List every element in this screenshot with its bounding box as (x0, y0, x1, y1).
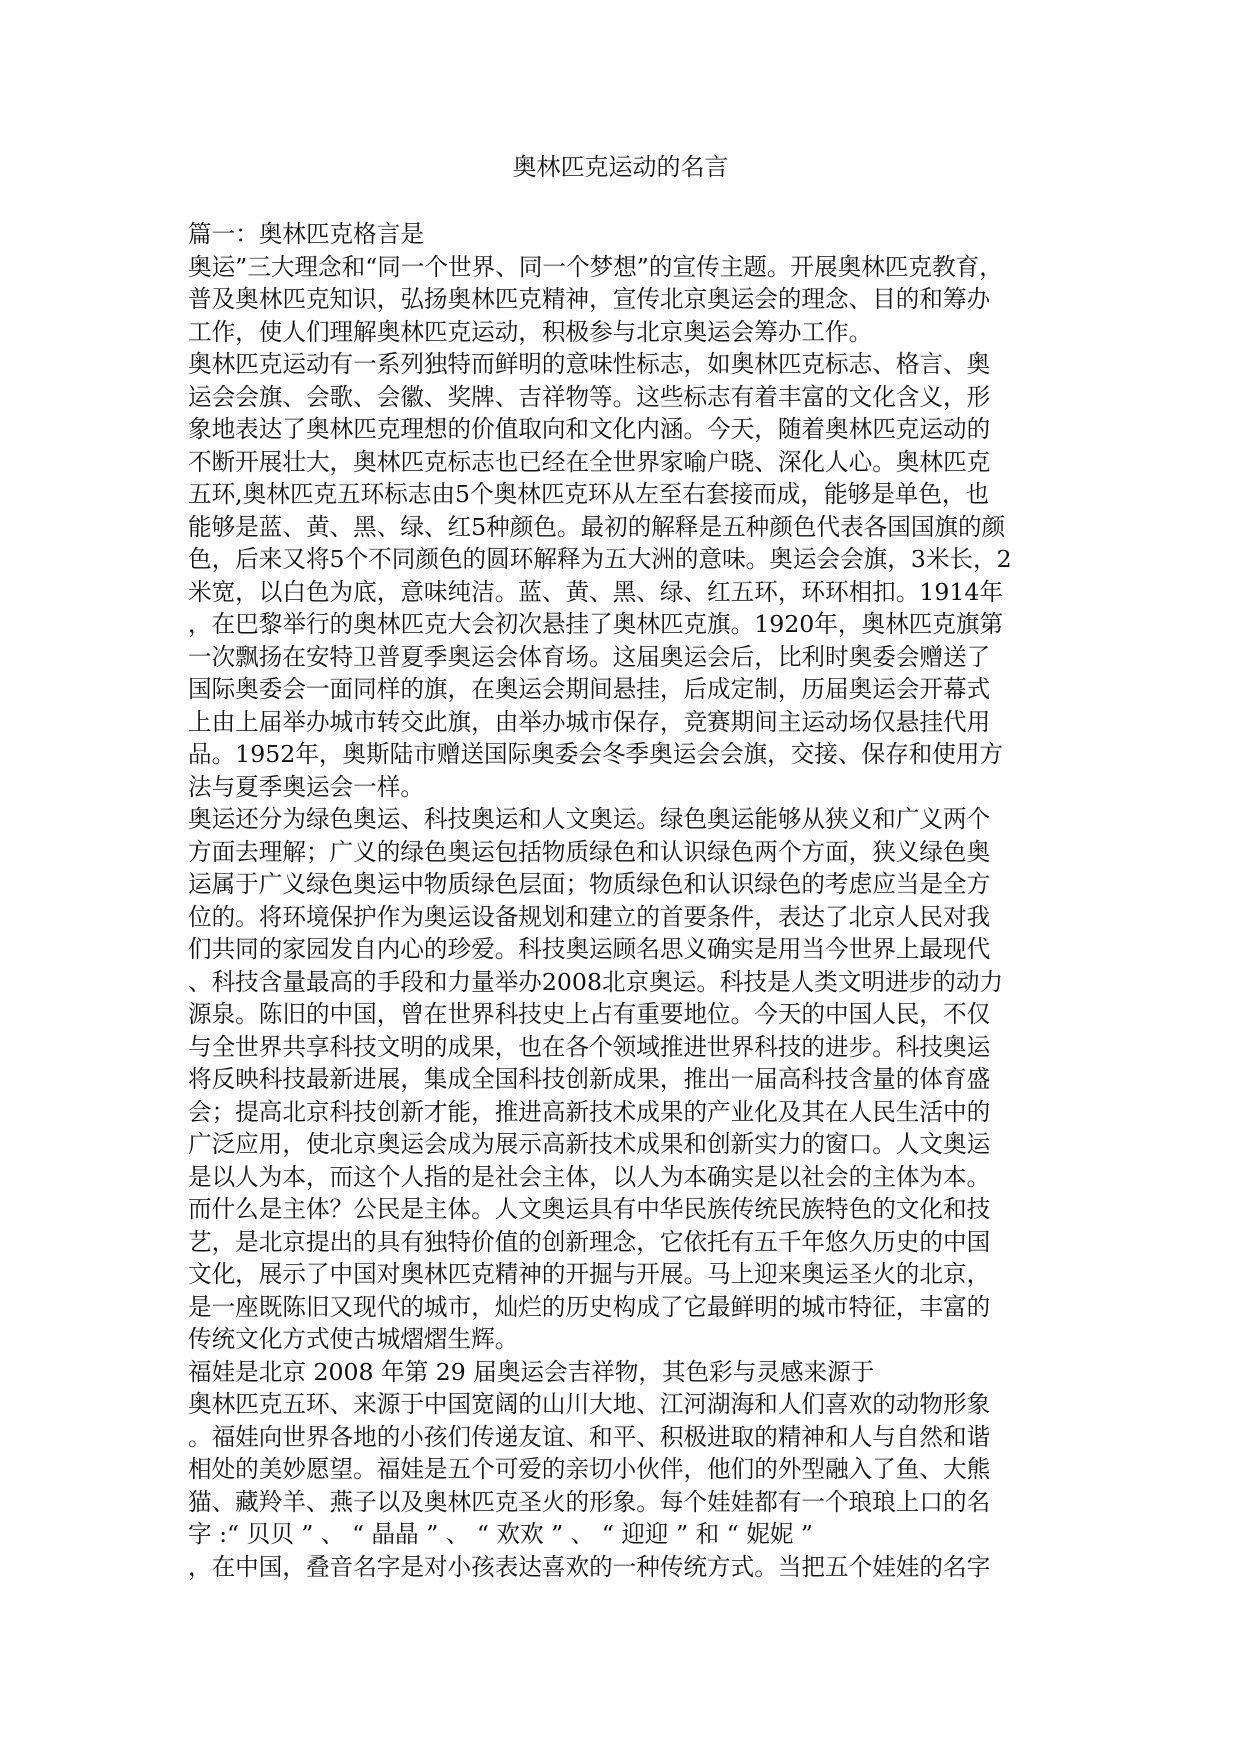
text-line: 能够是蓝、黄、黑、绿、红5种颜色。最初的解释是五种颜色代表各国国旗的颜 (188, 512, 1006, 541)
text-line: 传统文化方式使古城熠熠生辉。 (188, 1325, 519, 1353)
text-line: 会；提高北京科技创新才能，推进高新技术成果的产业化及其在人民生活中的 (188, 1097, 991, 1126)
text-line: 文化，展示了中国对奥林匹克精神的开掘与开展。马上迎来奥运圣火的北京， (188, 1260, 991, 1288)
text-line: ，在巴黎举行的奥林匹克大会初次悬挂了奥林匹克旗。1920年，奥林匹克旗第 (188, 610, 1004, 638)
text-line: 、科技含量最高的手段和力量举办2008北京奥运。科技是人类文明进步的动力 (188, 967, 1004, 996)
text-line: 法与夏季奥运会一样。 (188, 772, 424, 801)
text-line: 篇一：奥林匹克格言是 (188, 220, 424, 248)
text-line: 们共同的家园发自内心的珍爱。科技奥运顾名思义确实是用当今世界上最现代 (188, 935, 991, 963)
text-line: 工作，使人们理解奥林匹克运动，积极参与北京奥运会筹办工作。 (188, 317, 873, 346)
text-line: 福娃是北京 2008 年第 29 届奥运会吉祥物，其色彩与灵感来源于 (188, 1357, 875, 1386)
document-title: 奥林匹克运动的名言 (512, 153, 729, 181)
text-line: 国际奥委会一面同样的旗，在奥运会期间悬挂，后成定制，历届奥运会开幕式 (188, 675, 991, 703)
text-line: 将反映科技最新进展，集成全国科技创新成果，推出一届高科技含量的体育盛 (188, 1065, 991, 1093)
text-line: 奥运”三大理念和“同一个世界、同一个梦想”的宣传主题。开展奥林匹克教育， (188, 252, 1003, 281)
text-line: 米宽，以白色为底，意味纯洁。蓝、黄、黑、绿、红五环，环环相扣。1914年 (188, 577, 1004, 606)
text-line: 上由上届举办城市转交此旗，由举办城市保存，竞赛期间主运动场仅悬挂代用 (188, 707, 991, 736)
text-line: 广泛应用，使北京奥运会成为展示高新技术成果和创新实力的窗口。人文奥运 (188, 1130, 991, 1158)
text-line: 奥林匹克运动有一系列独特而鲜明的意味性标志，如奥林匹克标志、格言、奥 (188, 350, 991, 378)
text-line: 色，后来又将5个不同颜色的圆环解释为五大洲的意味。奥运会会旗，3米长，2 (188, 545, 1012, 573)
text-line: 奥运还分为绿色奥运、科技奥运和人文奥运。绿色奥运能够从狭义和广义两个 (188, 805, 991, 833)
text-line: 运属于广义绿色奥运中物质绿色层面；物质绿色和认识绿色的考虑应当是全方 (188, 870, 991, 898)
text-line: 五环,奥林匹克五环标志由5个奥林匹克环从左至右套接而成，能够是单色，也 (188, 480, 990, 508)
text-line: 奥林匹克五环、来源于中国宽阔的山川大地、江河湖海和人们喜欢的动物形象 (188, 1390, 991, 1418)
text-line: 。福娃向世界各地的小孩们传递友谊、和平、积极进取的精神和人与自然和谐 (188, 1422, 991, 1451)
text-line: ，在中国，叠音名字是对小孩表达喜欢的一种传统方式。当把五个娃娃的名字 (188, 1552, 991, 1581)
text-line: 一次飘扬在安特卫普夏季奥运会体育场。这届奥运会后，比利时奥委会赠送了 (188, 642, 991, 671)
text-line: 不断开展壮大，奥林匹克标志也已经在全世界家喻户晓、深化人心。奥林匹克 (188, 447, 991, 476)
text-line: 字 :“ 贝贝 ” 、 “ 晶晶 ” 、 “ 欢欢 ” 、 “ 迎迎 ” 和 “ 妮妮 ” (188, 1520, 813, 1548)
text-line: 相处的美妙愿望。福娃是五个可爱的亲切小伙伴，他们的外型融入了鱼、大熊 (188, 1455, 991, 1483)
text-line: 艺，是北京提出的具有独特价值的创新理念，它依托有五千年悠久历史的中国 (188, 1227, 991, 1256)
text-line: 运会会旗、会歌、会徽、奖牌、吉祥物等。这些标志有着丰富的文化含义，形 (188, 382, 991, 411)
text-line: 品。1952年，奥斯陆市赠送国际奥委会冬季奥运会会旗，交接、保存和使用方 (188, 740, 1004, 768)
document-body (188, 218, 1048, 1583)
text-line: 源泉。陈旧的中国，曾在世界科技史上占有重要地位。今天的中国人民，不仅 (188, 1000, 991, 1028)
text-line: 而什么是主体？公民是主体。人文奥运具有中华民族传统民族特色的文化和技 (188, 1195, 991, 1223)
text-line: 方面去理解；广义的绿色奥运包括物质绿色和认识绿色两个方面，狭义绿色奥 (188, 837, 991, 866)
text-line: 是以人为本，而这个人指的是社会主体，以人为本确实是以社会的主体为本。 (188, 1162, 991, 1191)
text-line: 是一座既陈旧又现代的城市，灿烂的历史构成了它最鲜明的城市特征，丰富的 (188, 1292, 991, 1321)
text-line: 象地表达了奥林匹克理想的价值取向和文化内涵。今天，随着奥林匹克运动的 (188, 415, 991, 443)
text-line: 位的。将环境保护作为奥运设备规划和建立的首要条件，表达了北京人民对我 (188, 902, 991, 931)
text-line: 普及奥林匹克知识，弘扬奥林匹克精神，宣传北京奥运会的理念、目的和筹办 (188, 285, 991, 313)
text-line: 与全世界共享科技文明的成果，也在各个领域推进世界科技的进步。科技奥运 (188, 1032, 991, 1061)
text-line: 猫、藏羚羊、燕子以及奥林匹克圣火的形象。每个娃娃都有一个琅琅上口的名 (188, 1487, 991, 1516)
